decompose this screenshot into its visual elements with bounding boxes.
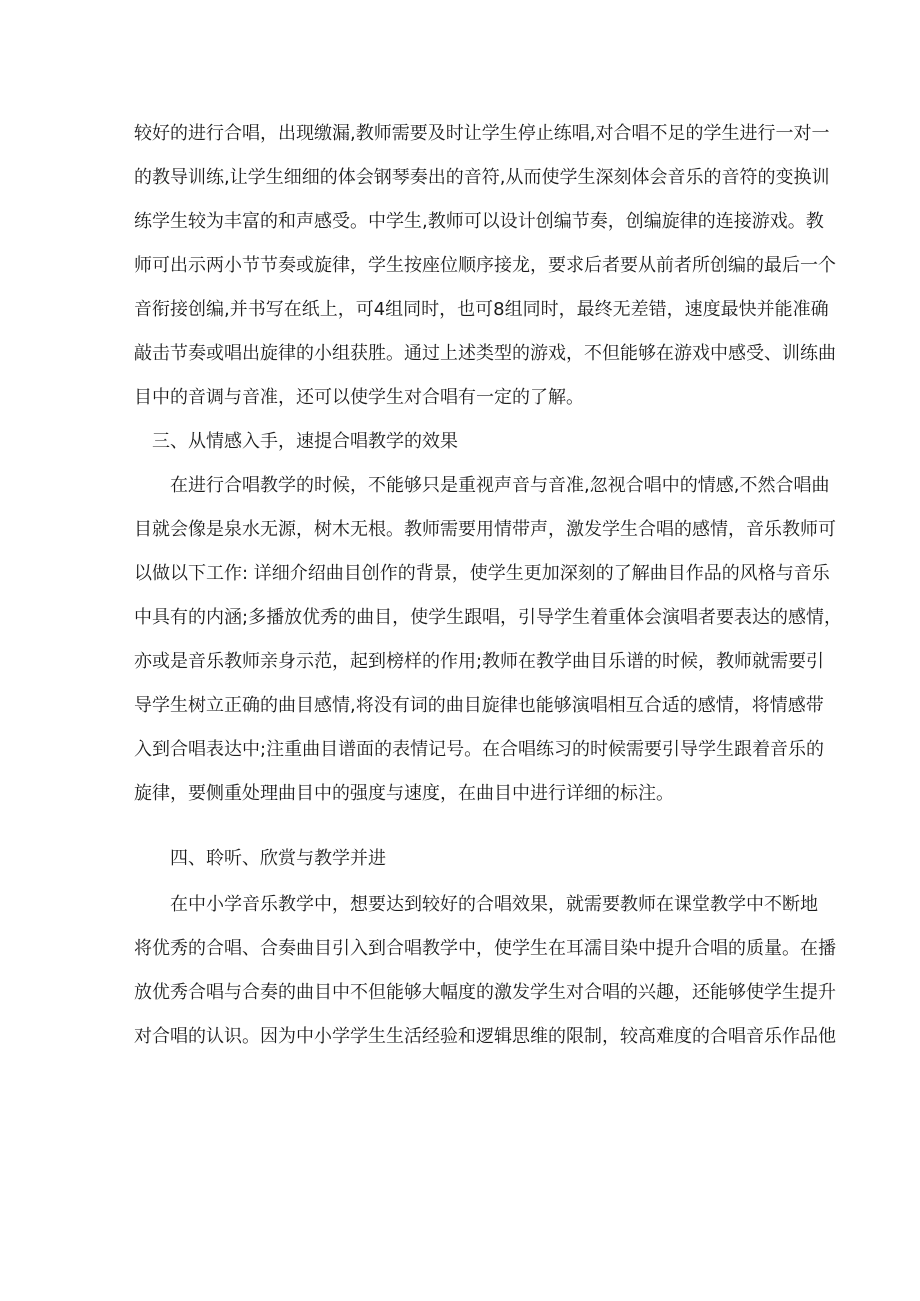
body-text-line: 在进行合唱教学的时候，不能够只是重视声音与音准,忽视合唱中的情感,不然合唱曲 — [170, 475, 830, 496]
body-text-line: 目就会像是泉水无源，树木无根。教师需要用情带声，激发学生合唱的感情，音乐教师可 — [134, 519, 836, 540]
section-heading: 四、聆听、欣赏与教学并进 — [170, 848, 386, 869]
body-text-line: 目中的音调与音准，还可以使学生对合唱有一定的了解。 — [134, 387, 584, 408]
body-text-line: 音衔接创编,并书写在纸上，可4组同时，也可8组同时，最终无差错，速度最快并能准确 — [134, 299, 829, 320]
body-text-line: 对合唱的认识。因为中小学学生生活经验和逻辑思维的限制，较高难度的合唱音乐作品他 — [134, 1026, 836, 1047]
body-text-line: 的教导训练,让学生细细的体会钢琴奏出的音符,从而使学生深刻体会音乐的音符的变换训 — [134, 167, 830, 188]
body-text-line: 在中小学音乐教学中，想要达到较好的合唱效果，就需要教师在课堂教学中不断地 — [170, 894, 818, 915]
body-text-line: 入到合唱表达中;注重曲目谱面的表情记号。在合唱练习的时候需要引导学生跟着音乐的 — [134, 739, 825, 760]
body-text-line: 放优秀合唱与合奏的曲目中不但能够大幅度的激发学生对合唱的兴趣，还能够使学生提升 — [134, 982, 836, 1003]
body-text-line: 亦或是音乐教师亲身示范，起到榜样的作用;教师在教学曲目乐谱的时候，教师就需要引 — [134, 651, 825, 672]
body-text-line: 导学生树立正确的曲目感情,将没有词的曲目旋律也能够演唱相互合适的感情，将情感带 — [134, 695, 824, 716]
body-text-line: 中具有的内涵;多播放优秀的曲目，使学生跟唱，引导学生着重体会演唱者要表达的感情， — [134, 607, 843, 628]
body-text-line: 敲击节奏或唱出旋律的小组获胜。通过上述类型的游戏，不但能够在游戏中感受、训练曲 — [134, 343, 836, 364]
body-text-line: 师可出示两小节节奏或旋律，学生按座位顺序接龙，要求后者要从前者所创编的最后一个 — [134, 255, 836, 276]
body-text-line: 将优秀的合唱、合奏曲目引入到合唱教学中，使学生在耳濡目染中提升合唱的质量。在播 — [134, 938, 836, 959]
body-text-line: 练学生较为丰富的和声感受。中学生,教师可以设计创编节奏，创编旋律的连接游戏。教 — [134, 211, 824, 232]
section-heading: 三、从情感入手，速提合唱教学的效果 — [152, 431, 458, 452]
body-text-line: 以做以下工作: 详细介绍曲目创作的背景，使学生更加深刻的了解曲目作品的风格与音乐 — [134, 563, 830, 584]
body-text-line: 较好的进行合唱，出现缴漏,教师需要及时让学生停止练唱,对合唱不足的学生进行一对一 — [134, 123, 830, 144]
body-text-line: 旋律，要侧重处理曲目中的强度与速度，在曲目中进行详细的标注。 — [134, 783, 674, 804]
